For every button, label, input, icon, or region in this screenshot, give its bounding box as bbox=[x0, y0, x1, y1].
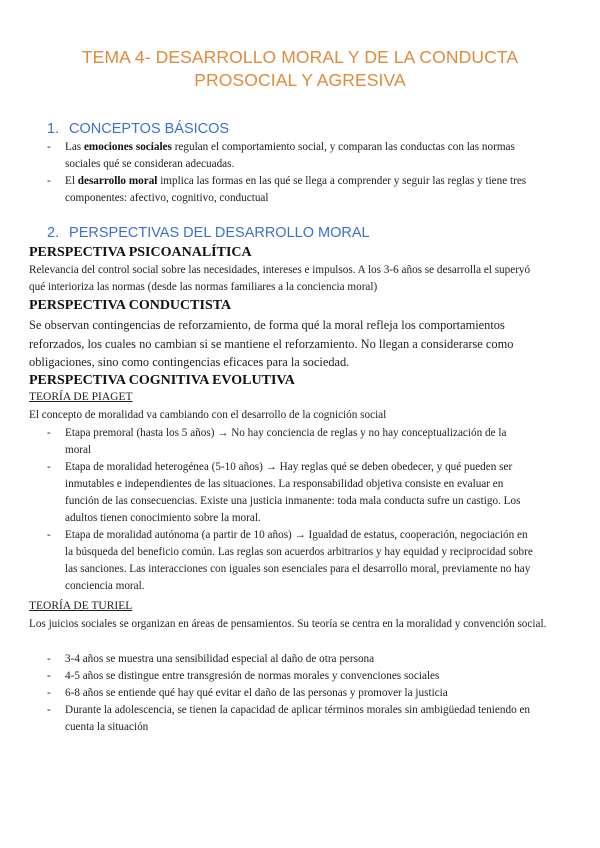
list-item bbox=[47, 685, 555, 702]
text-conductista: Se observan contingencias de reforzamiento, de forma qué la moral refleja los comportamientos reforzados, los cuales no cambian si se mantiene el reforzamiento. No llegan a considerarse como obligaciones, sino como contingencias eficaces para la sociedad. bbox=[29, 318, 514, 369]
term-emociones-sociales: emociones sociales bbox=[83, 141, 172, 153]
section-1-number: 1. bbox=[47, 121, 60, 137]
heading-conductista: PERSPECTIVA CONDUCTISTA bbox=[29, 298, 232, 313]
document-title bbox=[0, 46, 600, 92]
section-1-list bbox=[47, 139, 551, 207]
dash-bullet: - bbox=[47, 704, 51, 716]
item-text-post: regulan el comportamiento social, y comparan las conductas con las normas sociales qué se consideran adecuadas. bbox=[65, 141, 515, 170]
dash-bullet: - bbox=[47, 529, 51, 541]
heading-cognitiva-evolutiva: PERSPECTIVA COGNITIVA EVOLUTIVA bbox=[29, 373, 295, 388]
text-piaget-intro: El concepto de moralidad va cambiando con el desarrollo de la cognición social bbox=[29, 409, 387, 421]
list-item bbox=[47, 702, 555, 736]
item-text-pre: El bbox=[65, 175, 78, 187]
turiel-stage-3-4: 3-4 años se muestra una sensibilidad especial al daño de otra persona bbox=[65, 653, 375, 665]
term-desarrollo-moral: desarrollo moral bbox=[77, 175, 158, 187]
stage-premoral: Etapa premoral (hasta los 5 años) → No hay conciencia de reglas y no hay conceptualización de la moral bbox=[65, 427, 507, 456]
section-1-heading bbox=[47, 120, 229, 138]
title-line-1: TEMA 4- DESARROLLO MORAL Y DE LA CONDUCTA bbox=[81, 47, 519, 67]
turiel-stages-list bbox=[47, 651, 555, 736]
text-turiel-intro: Los juicios sociales se organizan en áreas de pensamientos. Su teoría se centra en la moralidad y convención social. bbox=[29, 618, 547, 630]
dash-bullet: - bbox=[47, 427, 51, 439]
item-text-pre: Las bbox=[65, 141, 84, 153]
turiel-stage-adolescencia: Durante la adolescencia, se tienen la capacidad de aplicar términos morales sin ambigüedad teniendo en cuenta la situación bbox=[65, 704, 531, 733]
heading-teoria-piaget: TEORÍA DE PIAGET bbox=[29, 391, 133, 403]
list-item bbox=[47, 173, 551, 207]
turiel-stage-6-8: 6-8 años se entiende qué hay qué evitar el daño de las personas y promover la justicia bbox=[65, 687, 448, 699]
piaget-stages-list bbox=[47, 425, 535, 595]
list-item bbox=[47, 425, 535, 459]
section-2-number: 2. bbox=[47, 225, 60, 241]
dash-bullet: - bbox=[47, 461, 51, 473]
section-2-title: PERSPECTIVAS DEL DESARROLLO MORAL bbox=[69, 225, 370, 241]
dash-bullet: - bbox=[47, 687, 51, 699]
dash-bullet: - bbox=[47, 653, 51, 665]
list-item bbox=[47, 139, 551, 173]
list-item bbox=[47, 527, 535, 595]
section-2-heading bbox=[47, 224, 370, 242]
text-psicoanalitica: Relevancia del control social sobre las necesidades, intereses e impulsos. A los 3-6 años se desarrolla el superyó qué interioriza las normas (desde las normas familiares a la conciencia moral) bbox=[29, 264, 531, 293]
item-text-post: implica las formas en las qué se llega a comprender y seguir las reglas y tiene tres componentes: afectivo, cognitivo, conductual bbox=[65, 175, 527, 204]
dash-bullet: - bbox=[47, 141, 51, 153]
list-item bbox=[47, 459, 535, 527]
title-line-2: PROSOCIAL Y AGRESIVA bbox=[194, 70, 406, 90]
stage-heterogenea: Etapa de moralidad heterogénea (5-10 años) → Hay reglas qué se deben obedecer, y qué pueden ser inmutables e independientes de las situaciones. La responsabilidad objetiva consiste en evaluar en función de las consecuencias. Existe una justicia inmanente: toda mala conducta sufre un castigo. Los adultos tienen conocimiento sobre la moral. bbox=[65, 461, 521, 524]
stage-autonoma: Etapa de moralidad autónoma (a partir de 10 años) → Igualdad de estatus, cooperación, negociación en la búsqueda del beneficio común. Las reglas son acuerdos arbitrarios y hay equidad y reciprocidad sobre las sanciones. Las interacciones con iguales son esenciales para el desarrollo moral, previamente no hay conciencia moral. bbox=[65, 529, 533, 592]
heading-psicoanalitica: PERSPECTIVA PSICOANALÍTICA bbox=[29, 245, 252, 260]
heading-teoria-turiel: TEORÍA DE TURIEL bbox=[29, 600, 133, 612]
list-item bbox=[47, 651, 555, 668]
dash-bullet: - bbox=[47, 175, 51, 187]
list-item bbox=[47, 668, 555, 685]
turiel-stage-4-5: 4-5 años se distingue entre transgresión de normas morales y convenciones sociales bbox=[65, 670, 440, 682]
dash-bullet: - bbox=[47, 670, 51, 682]
section-1-title: CONCEPTOS BÁSICOS bbox=[69, 121, 230, 137]
